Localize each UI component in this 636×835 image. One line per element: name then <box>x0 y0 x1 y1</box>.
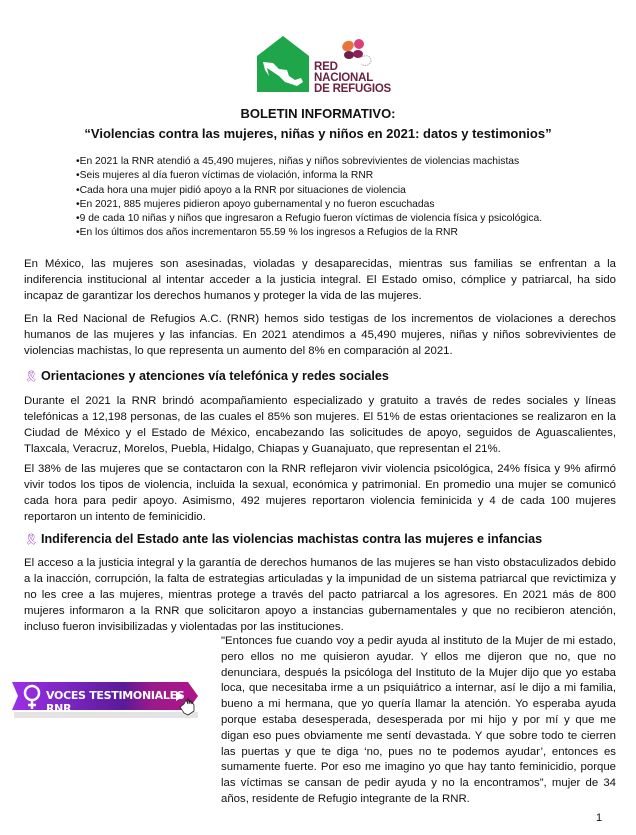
bulletin-subtitle: “Violencias contra las mujeres, niñas y niños en 2021: datos y testimonios” <box>84 126 552 141</box>
ribbon-icon: 🎗 <box>24 371 38 383</box>
highlight-item: •Seis mujeres al día fueron víctimas de violación, informa la RNR <box>76 170 374 182</box>
highlight-item: •Cada hora una mujer pidió apoyo a la RNR por situaciones de violencia <box>76 184 406 196</box>
page-number: 1 <box>596 812 603 824</box>
section-heading <box>24 369 389 383</box>
highlight-item: •En 2021 la RNR atendió a 45,490 mujeres, niñas y niños sobrevivientes de violencias machistas <box>76 156 520 167</box>
section-heading-text: Orientaciones y atenciones vía telefónica y redes sociales <box>40 369 389 383</box>
logo-text <box>314 62 391 95</box>
highlight-item: •En 2021, 885 mujeres pidieron apoyo gubernamental y no fueron escuchadas <box>76 198 435 210</box>
highlights-list <box>76 155 596 241</box>
bulletin-title: BOLETIN INFORMATIVO: <box>240 106 396 121</box>
section-paragraph: El 38% de las mujeres que se contactaron con la RNR reflejaron vivir violencia psicológica, 24% física y 9% afirmó vivir todos los tipos de violencia, incluida la sexual, económica y patrimonial. En promedio una mujer se comunicó cada hora para pedir apoyo. Asimismo, 492 mujeres reportaron violencia feminicida y 4 de cada 100 mujeres reportaron un intento de feminicidio. <box>24 463 616 523</box>
highlight-item: •En los últimos dos años incrementaron 55.59 % los ingresos a Refugios de la RNR <box>76 227 458 239</box>
voces-testimoniales-banner[interactable] <box>12 680 210 720</box>
section-paragraph: El acceso a la justicia integral y la garantía de derechos humanos de las mujeres se han visto obstaculizados debido a la inacción, corrupción, la falta de estrategias articuladas y la impunidad de un sistema patriarcal que revictimiza y no les cree a las mujeres, mientras protege a través del pacto patriarcal a los agresores. En 2021 más de 800 mujeres informaron a la RNR que solicitaron apoyo a instancias gubernamentales y que no recibieron atención, incluso fueron invisibilizadas y violentadas por las instituciones. <box>24 557 616 633</box>
intro-paragraph: En la Red Nacional de Refugios A.C. (RNR) hemos sido testigas de los incrementos de violaciones a derechos humanos de las mujeres y las infancias. En 2021 atendimos a 45,490 mujeres, niñas y niños sobrevivientes de violencias machistas, lo que representa un aumento del 8% en comparación al 2021. <box>24 313 616 357</box>
section-heading <box>24 532 542 546</box>
intro-paragraph: En México, las mujeres son asesinadas, violadas y desaparecidas, mientras sus familias se enfrentan a la indiferencia institucional al intentar acceder a la justicia integral. El Estado omiso, cómplice y patriarcal, ha sido incapaz de garantizar los derechos humanos y proteger la vida de las mujeres. <box>24 258 616 302</box>
house-map-icon <box>257 36 309 92</box>
logo-line-2: NACIONAL <box>314 72 374 84</box>
highlight-item: •9 de cada 10 niñas y niños que ingresaron a Refugio fueron víctimas de violencia física y psicológica. <box>76 213 543 225</box>
testimonial-quote: "Entonces fue cuando voy a pedir ayuda al instituto de la Mujer de mi estado, pero ellos no me quisieron ayudar. Y ellos me dijeron que no, que no denunciara, después la psicóloga del Instituto de la Mujer dijo que yo estaba loca, que necesitaba irme a un psiquiátrico a internar, así le dijo a mi familia, bueno a mi hermana, que yo quería llamar la atención. Yo esperaba ayuda porque estaba desesperada, desesperada por mi hijo y por mí y que me digan eso pues obviamente me sentí devastada. Y que sobre todo te cierren las puertas y que te diga ‘no, pues no te podemos ayudar’, entonces es sumamente fuerte. Por eso me imagino yo que hay tanto feminicidio, porque las víctimas se cansan de pedir ayuda y no la encontramos”, mujer de 34 años, residente de Refugio integrante de la RNR. <box>221 635 616 805</box>
rnr-logo <box>257 36 397 95</box>
ribbon-icon: 🎗 <box>24 534 38 546</box>
banner-label: VOCES TESTIMONIALES RNR <box>46 689 185 715</box>
logo-line-1: RED <box>314 61 338 73</box>
logo-line-3: DE REFUGIOS <box>314 83 392 95</box>
section-heading-text: Indiferencia del Estado ante las violencias machistas contra las mujeres e infancias <box>40 532 543 546</box>
section-paragraph: Durante el 2021 la RNR brindó acompañamiento especializado y gratuito a través de redes sociales y líneas telefónicas a 12,198 personas, de las cuales el 85% son mujeres. El 51% de estas orientaciones se realizaron en la Ciudad de México y el Estado de México, encabezando las solicitudes de apoyo, seguidos de Aguascalientes, Tlaxcala, Veracruz, Morelos, Puebla, Hidalgo, Chiapas y Guanajuato, que representan el 21%. <box>24 395 616 455</box>
